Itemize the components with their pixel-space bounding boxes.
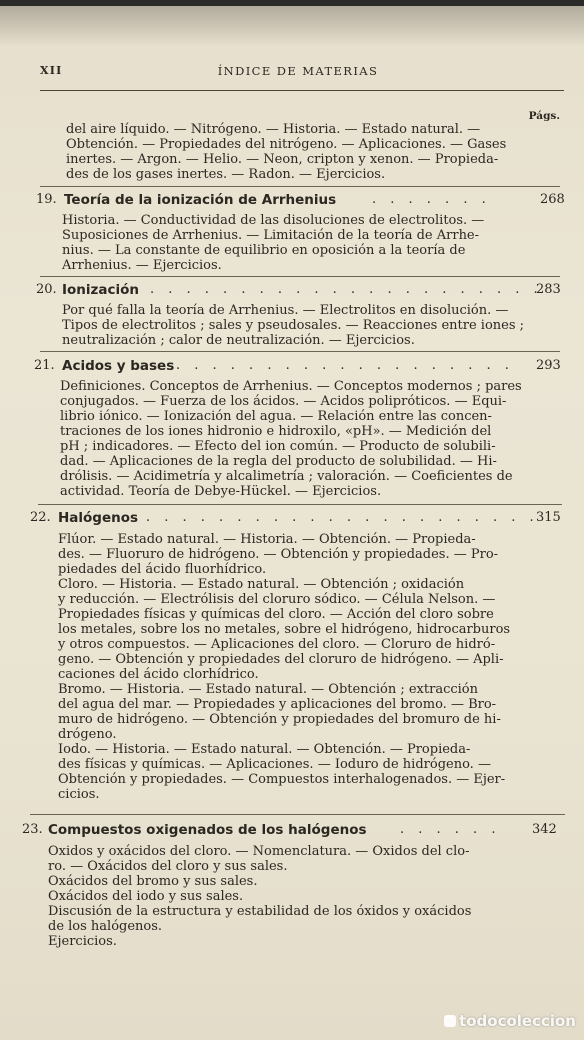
chapter-number: 22. [30,510,51,525]
text-line: Por qué falla la teoría de Arrhenius. — Electrolitos en disolución. — [62,303,509,318]
text-line: Ejercicios. [48,934,117,949]
toc-chapter-20[interactable] [0,282,584,300]
text-line: Bromo. — Historia. — Estado natural. — Obtención ; extracción [58,682,478,697]
text-line: piedades del ácido fluorhídrico. [58,562,267,577]
text-line: Arrhenius. — Ejercicios. [62,258,222,273]
chapter-summary [62,303,525,348]
leader-dots: . . . . . . . . . . . . . . . . . . . [176,358,514,373]
text-line: des de los gases inertes. — Radon. — Ejercicios. [66,167,386,182]
chapter-title: Acidos y bases [62,358,175,374]
text-line: y reducción. — Electrólisis del cloruro sódico. — Célula Nelson. — [58,592,496,607]
chapter-number: 23. [22,822,43,837]
toc-chapter-23[interactable] [0,822,584,840]
text-line: geno. — Obtención y propiedades del cloruro de hidrógeno. — Apli- [58,652,504,667]
text-line: pH ; indicadores. — Efecto del ion común. — Producto de solubili- [60,439,496,454]
text-line: Iodo. — Historia. — Estado natural. — Obtención. — Propieda- [58,742,471,757]
watermark-logo [444,1012,576,1030]
intro-paragraph [66,122,512,182]
chapter-page: 315 [536,510,561,525]
text-line: Historia. — Conductividad de las disoluciones de electrolitos. — [62,213,485,228]
text-line: cicios. [58,787,100,802]
divider [40,186,560,187]
chapter-number: 19. [36,192,57,207]
toc-chapter-19[interactable] [0,192,584,210]
header-rule [40,90,564,91]
text-line: drólisis. — Acidimetría y alcalimetría ; valoración. — Coeficientes de [60,469,513,484]
chapter-title: Teoría de la ionización de Arrhenius [64,192,337,208]
divider [40,351,560,352]
chapter-summary [62,213,514,273]
chapter-page: 268 [540,192,565,207]
chapter-page: 342 [532,822,557,837]
text-line: librio iónico. — Ionización del agua. — Relación entre las concen- [60,409,492,424]
text-line: caciones del ácido clorhídrico. [58,667,259,682]
leader-dots: . . . . . . [400,822,501,837]
chapter-title: Compuestos oxigenados de los halógenos [48,822,367,838]
text-line: nius. — La constante de equilibrio en oposición a la teoría de [62,243,466,258]
chapter-page: 283 [536,282,561,297]
text-line: Oxácidos del iodo y sus sales. [48,889,244,904]
text-line: Oxácidos del bromo y sus sales. [48,874,258,889]
book-page [0,6,584,1040]
running-head [40,64,556,82]
text-line: Oxidos y oxácidos del cloro. — Nomenclatura. — Oxidos del clo- [48,844,470,859]
text-line: ro. — Oxácidos del cloro y sus sales. [48,859,288,874]
text-line: del agua del mar. — Propiedades y aplicaciones del bromo. — Bro- [58,697,497,712]
text-line: de los halógenos. [48,919,163,934]
text-line: des. — Fluoruro de hidrógeno. — Obtención y propiedades. — Pro- [58,547,499,562]
chapter-summary [60,379,522,499]
text-line: del aire líquido. — Nitrógeno. — Historia. — Estado natural. — [66,122,481,137]
chapter-summary [58,532,514,802]
chapter-summary [48,844,514,949]
leader-dots: . . . . . . . . . . . . . . . . . . . . . . [146,510,539,525]
chapter-title: Halógenos [58,510,139,526]
running-head-title: ÍNDICE DE MATERIAS [217,64,379,78]
chapter-title: Ionización [62,282,140,298]
text-line: muro de hidrógeno. — Obtención y propiedades del bromuro de hi- [58,712,501,727]
text-line: Flúor. — Estado natural. — Historia. — Obtención. — Propieda- [58,532,476,547]
text-line: traciones de los iones hidronio e hidroxilo, «pH». — Medición del [60,424,492,439]
chapter-number: 20. [36,282,57,297]
divider [38,504,562,505]
text-line: y otros compuestos. — Aplicaciones del cloro. — Cloruro de hidró- [58,637,496,652]
text-line: Tipos de electrolitos ; sales y pseudosales. — Reacciones entre iones ; [62,318,525,333]
chapter-page: 293 [536,358,561,373]
text-line: Definiciones. Conceptos de Arrhenius. — Conceptos modernos ; pares [60,379,522,394]
text-line: neutralización ; calor de neutralización. — Ejercicios. [62,333,415,348]
text-line: Suposiciones de Arrhenius. — Limitación de la teoría de Arrhe- [62,228,480,243]
text-line: Obtención. — Propiedades del nitrógeno. — Aplicaciones. — Gases [66,137,507,152]
text-line: los metales, sobre los no metales, sobre el hidrógeno, hidrocarburos [58,622,511,637]
watermark-icon [444,1015,456,1027]
divider [40,276,560,277]
page-folio: XII [40,64,63,77]
text-line: Discusión de la estructura y estabilidad de los óxidos y oxácidos [48,904,472,919]
leader-dots: . . . . . . . [372,192,491,207]
divider [30,814,565,815]
text-line: drógeno. [58,727,117,742]
text-line: inertes. — Argon. — Helio. — Neon, cripton y xenon. — Propieda- [66,152,499,167]
text-line: Propiedades físicas y químicas del cloro. — Acción del cloro sobre [58,607,494,622]
text-line: des físicas y químicas. — Aplicaciones. — Ioduro de hidrógeno. — [58,757,491,772]
text-line: Obtención y propiedades. — Compuestos interhalogenados. — Ejer- [58,772,506,787]
text-line: dad. — Aplicaciones de la regla del producto de solubilidad. — Hi- [60,454,497,469]
text-line: Cloro. — Historia. — Estado natural. — Obtención ; oxidación [58,577,465,592]
text-line: actividad. Teoría de Debye-Hückel. — Ejercicios. [60,484,382,499]
pages-column-label: Págs. [528,110,560,122]
leader-dots: . . . . . . . . . . . . . . . . . . . . . . [150,282,543,297]
toc-chapter-22[interactable] [0,510,584,528]
watermark-text: todocoleccion [459,1012,576,1030]
toc-chapter-21[interactable] [0,358,584,376]
text-line: conjugados. — Fuerza de los ácidos. — Acidos polipróticos. — Equi- [60,394,507,409]
chapter-number: 21. [34,358,55,373]
